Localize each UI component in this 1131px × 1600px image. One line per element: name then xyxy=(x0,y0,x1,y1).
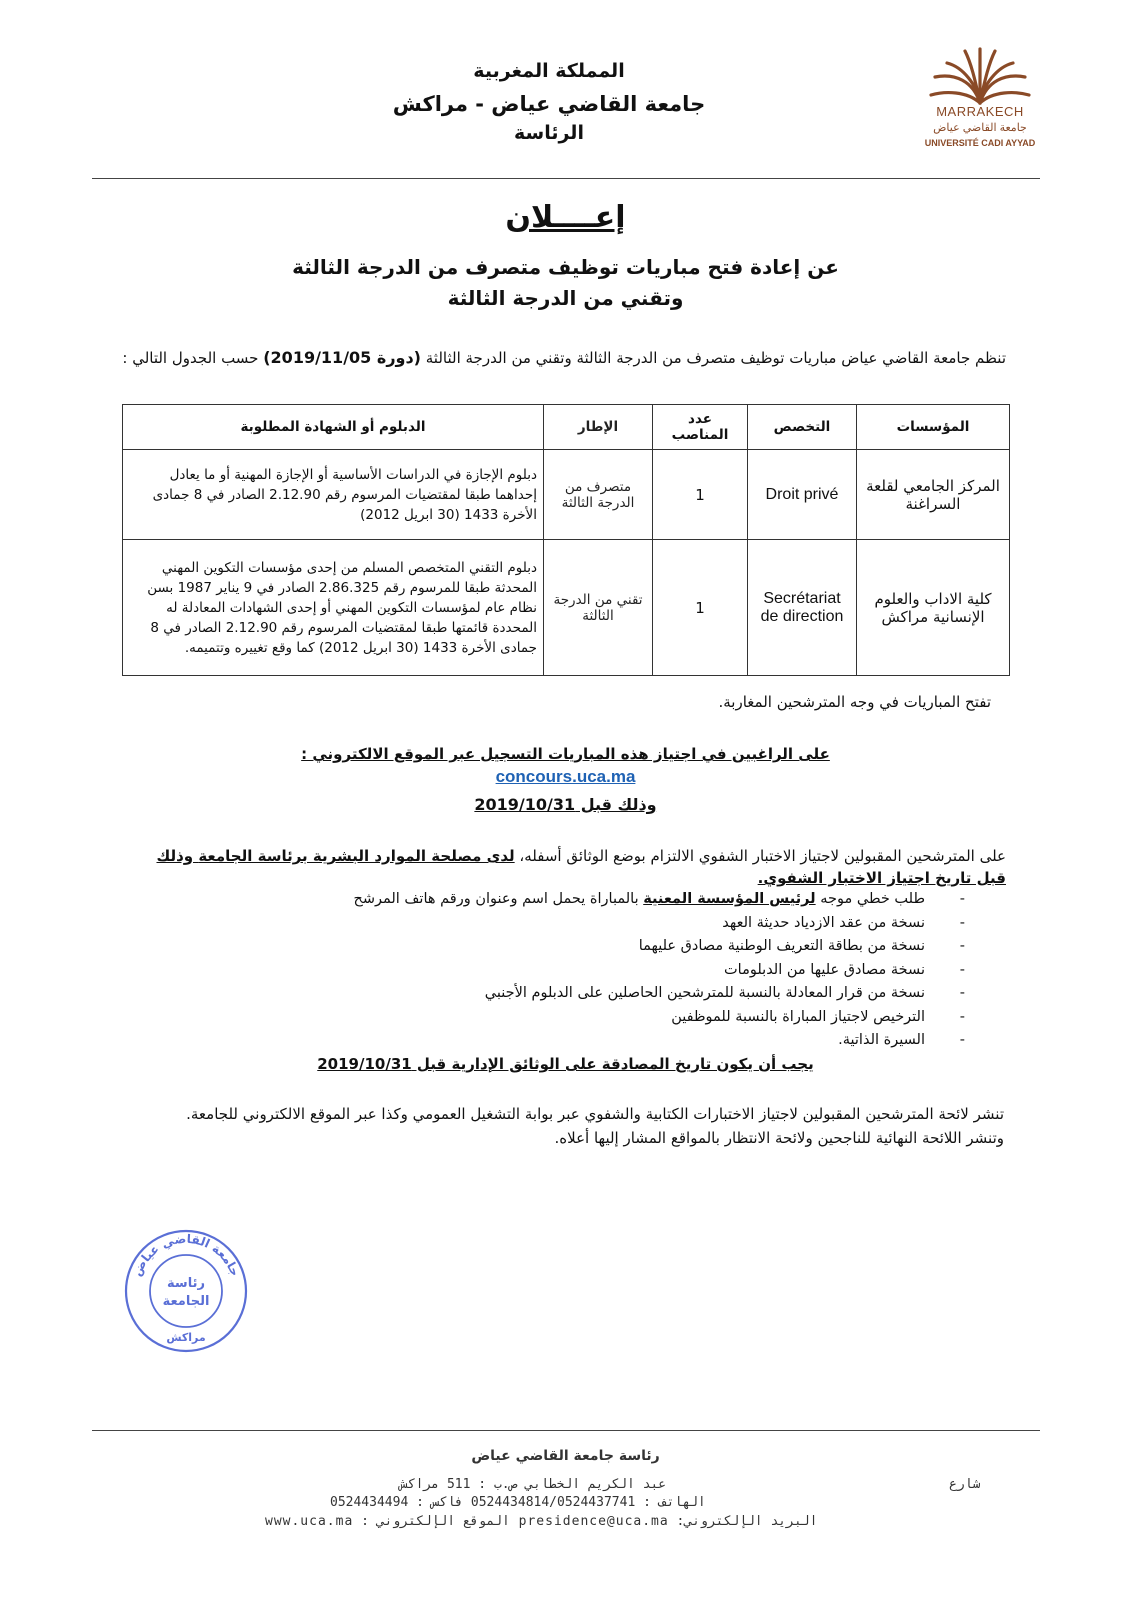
row-count: 1 xyxy=(653,540,748,676)
registration-deadline-text: وذلك قبل 2019/10/31 xyxy=(474,795,657,814)
logo-latin-name: UNIVERSITÉ CADI AYYAD xyxy=(924,138,1036,148)
stamp-center-2: الجامعة xyxy=(162,1294,210,1309)
footer-title: رئاسة جامعة القاضي عياض xyxy=(471,1448,660,1464)
logo-wordmark: MARRAKECH xyxy=(936,104,1024,119)
registration-site-link[interactable]: concours.uca.ma xyxy=(495,767,636,786)
header-diploma: الدبلوم أو الشهادة المطلوبة xyxy=(123,405,544,450)
registration-deadline xyxy=(0,795,1131,814)
announcement-subtitle-2: وتقني من الدرجة الثالثة xyxy=(447,286,684,310)
announcement-title-text: إعــــلان xyxy=(505,200,626,235)
table-row xyxy=(123,540,1010,676)
announcement-subtitle-1: عن إعادة فتح مباريات توظيف متصرف من الدرجة الثالثة xyxy=(292,255,839,279)
publication-line-2: وتنشر اللائحة النهائية للناجحين ولائحة الانتظار بالمواقع المشار إليها أعلاه. xyxy=(554,1129,1004,1147)
certification-note-text: يجب أن يكون تاريخ المصادقة على الوثائق الإدارية قبل 2019/10/31 xyxy=(317,1055,814,1073)
documents-intro-b: لدى مصلحة الموارد البشرية برئاسة الجامعة xyxy=(198,847,515,865)
documents-intro xyxy=(136,845,1006,889)
documents-intro-c: وذلك قبل تاريخ اجتياز الاختبار الشفوي. xyxy=(156,847,1006,887)
registration-title xyxy=(0,745,1131,763)
stamp-ring-text: جامعة القاضي عياض xyxy=(129,1231,243,1279)
list-item: - نسخة من قرار المعادلة بالنسبة للمترشحين الحاصلين على الدبلوم الأجنبي xyxy=(265,982,965,1006)
header-kingdom: المملكة المغربية xyxy=(473,60,625,82)
table-header-row xyxy=(123,405,1010,450)
stamp-bottom-text: مراكش xyxy=(166,1331,206,1344)
header-university: جامعة القاضي عياض - مراكش xyxy=(392,92,706,116)
row-frame: تقني من الدرجة الثالثة xyxy=(544,540,653,676)
row-diploma: دبلوم الإجازة في الدراسات الأساسية أو الإجازة المهنية أو ما يعادل إحداهما طبقا لمقتضيات المرسوم رقم 2.12.90 الصادر في 8 جمادى الأخرة 1433 (30 ابريل 2012) xyxy=(123,450,544,540)
header-specialty: التخصص xyxy=(748,405,857,450)
announcement-title xyxy=(0,200,1131,235)
header-institution: المؤسسات xyxy=(857,405,1010,450)
list-item xyxy=(265,888,965,912)
list-item: - نسخة مصادق عليها من الدبلومات xyxy=(265,959,965,983)
list-item: - السيرة الذاتية. xyxy=(265,1029,965,1053)
intro-paragraph xyxy=(116,346,1006,370)
doc-item-1c: بالمباراة يحمل اسم وعنوان ورقم هاتف المرشح xyxy=(353,891,644,907)
presidency-stamp xyxy=(120,1225,252,1357)
intro-tail: حسب الجدول التالي : xyxy=(122,349,264,367)
list-item: - نسخة من بطاقة التعريف الوطنية مصادق عليهما xyxy=(265,935,965,959)
doc-item-1a: طلب خطي موجه xyxy=(815,891,925,907)
certification-note xyxy=(0,1055,1131,1073)
row-institution: المركز الجامعي لقلعة السراغنة xyxy=(857,450,1010,540)
registration-title-text: على الراغبين في اجتياز هذه المباريات التسجيل عبر الموقع الالكتروني : xyxy=(301,745,830,763)
positions-table xyxy=(122,404,1010,676)
header-divider xyxy=(92,178,1040,179)
documents-list xyxy=(265,888,965,1053)
registration-site xyxy=(0,767,1131,787)
row-count: 1 xyxy=(653,450,748,540)
list-item: - نسخة من عقد الازدياد حديثة العهد xyxy=(265,912,965,936)
header-frame: الإطار xyxy=(544,405,653,450)
publication-line-1: تنشر لائحة المترشحين المقبولين لاجتياز الاختبارات الكتابية والشفوي عبر بوابة التشغيل العمومي وكذا عبر الموقع الالكتروني للجامعة. xyxy=(186,1105,1004,1123)
row-diploma: دبلوم التقني المتخصص المسلم من إحدى مؤسسات التكوين المهني المحدثة طبقا للمرسوم رقم 2.86.325 الصادر في 9 يناير 1987 بسن نظام عام لمؤسسات التكوين المهني أو إحدى الشهادات المعادلة له المحددة قائمتها طبقا لمقتضيات المرسوم رقم 2.12.90 الصادر في 8 جمادى الأخرة 1433 (30 ابريل 2012) كما وقع تغييره وتتميمه. xyxy=(123,540,544,676)
row-institution: كلية الاداب والعلوم الإنسانية مراكش xyxy=(857,540,1010,676)
open-note: تفتح المباريات في وجه المترشحين المغاربة. xyxy=(718,693,991,711)
row-specialty: Secrétariat de direction xyxy=(748,540,857,676)
logo-arabic-name: جامعة القاضي عياض xyxy=(933,122,1027,134)
footer-street: شارع xyxy=(949,1477,981,1492)
header-presidency: الرئاسة xyxy=(514,122,584,144)
documents-intro-a: على المترشحين المقبولين لاجتياز الاختبار الشفوي الالتزام بوضع الوثائق أسفله، xyxy=(514,847,1006,865)
row-frame: متصرف من الدرجة الثالثة xyxy=(544,450,653,540)
list-item: - الترخيص لاجتياز المباراة بالنسبة للموظفين xyxy=(265,1006,965,1030)
stamp-center-1: رئاسة xyxy=(167,1276,205,1291)
row-specialty: Droit privé xyxy=(748,450,857,540)
doc-item-1b: لرئيس المؤسسة المعنية xyxy=(643,891,816,907)
intro-text: تنظم جامعة القاضي عياض مباريات توظيف متصرف من الدرجة الثالثة وتقني من الدرجة الثالثة xyxy=(421,349,1006,367)
intro-session: (دورة 2019/11/05) xyxy=(263,348,421,367)
header-count: عدد المناصب xyxy=(653,405,748,450)
footer-address: عبد الكريم الخطابي ص.ب : 511 مراكش xyxy=(400,1477,667,1492)
footer-divider xyxy=(92,1430,1040,1431)
footer-web: البريد الإلكتروني: presidence@uca.ma الموقع الإلكتروني : www.uca.ma xyxy=(265,1514,818,1529)
table-row xyxy=(123,450,1010,540)
footer-phone: الهاتف : 0524434814/0524437741 فاكس : 0524434494 xyxy=(330,1495,706,1510)
